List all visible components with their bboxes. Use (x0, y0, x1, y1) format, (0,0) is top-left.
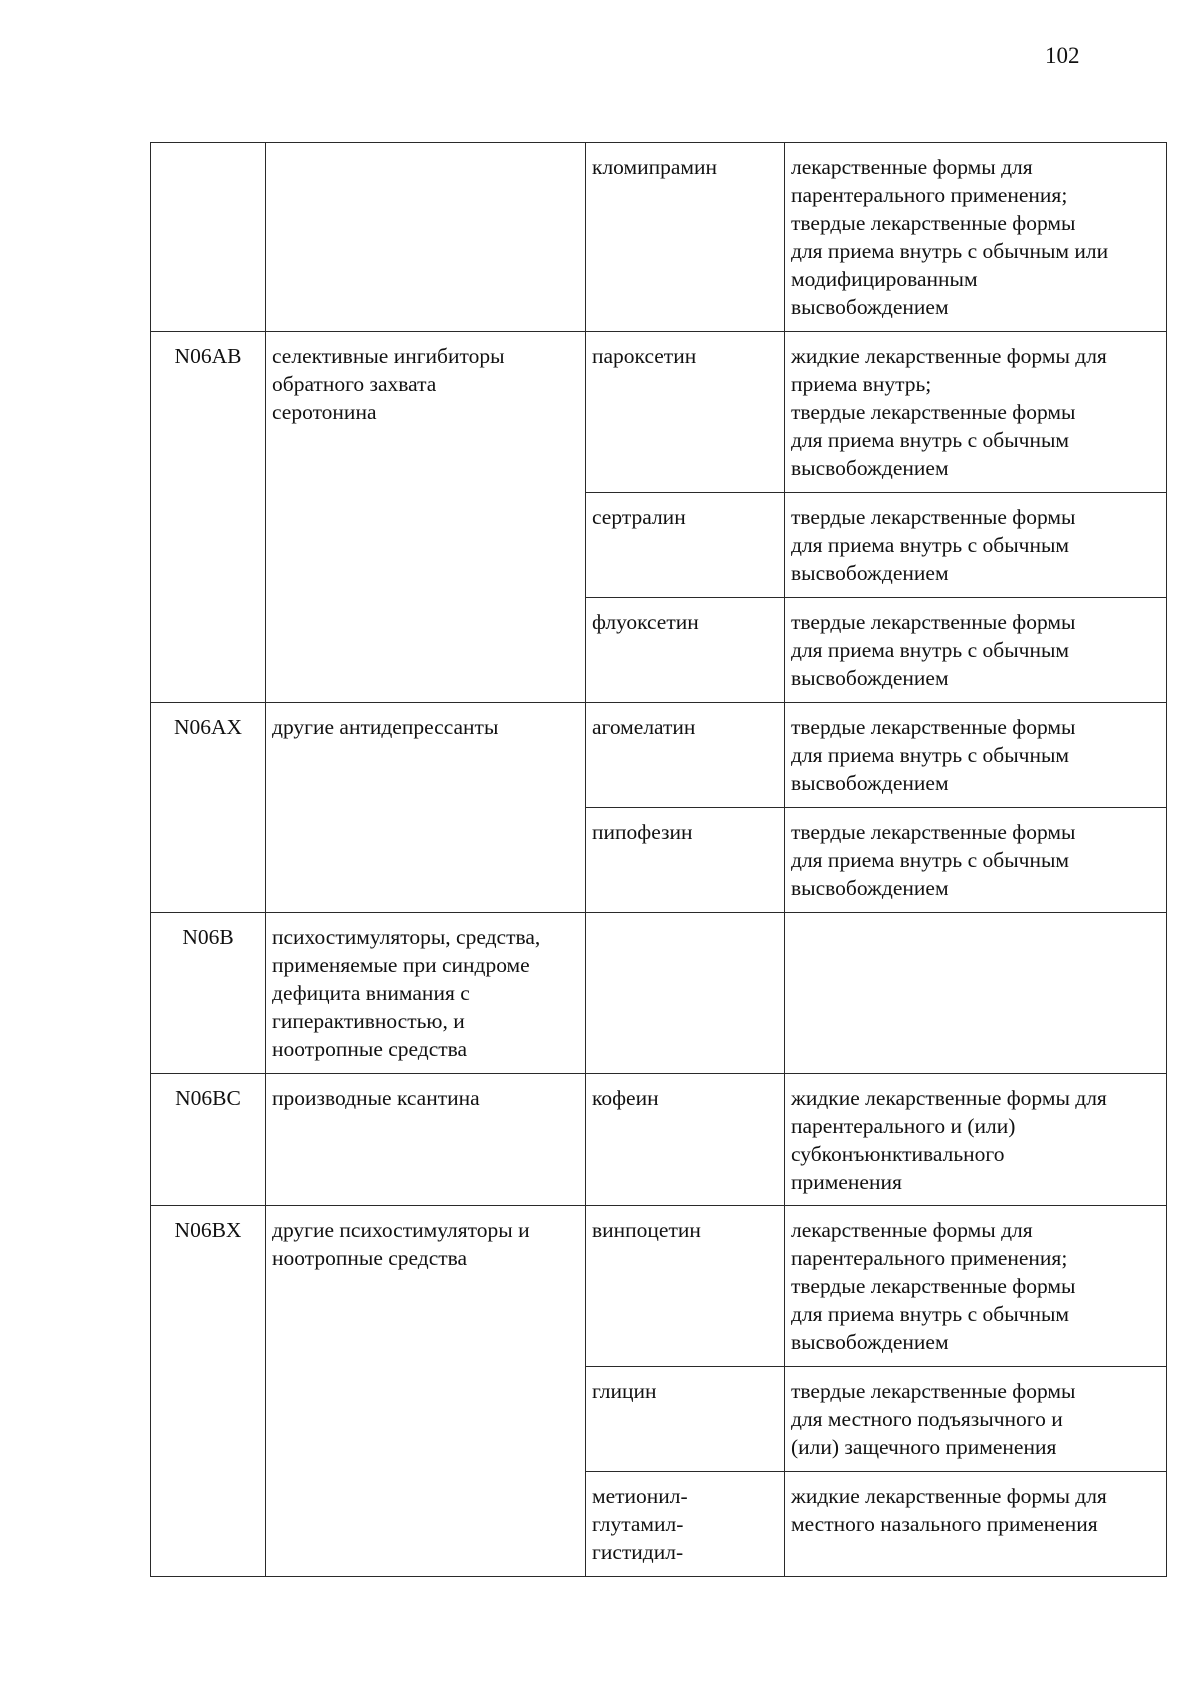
dosage-form-line: жидкие лекарственные формы для (791, 344, 1107, 368)
dosage-form-line: твердые лекарственные формы (791, 820, 1076, 844)
drug-name-line: пароксетин (592, 344, 697, 368)
drug-name-cell (586, 913, 785, 1074)
drug-name-line: флуоксетин (592, 610, 699, 634)
dosage-form-line: парентерального применения; (791, 183, 1068, 207)
group-name-line: гиперактивностью, и (272, 1009, 465, 1033)
group-name-line: ноотропные средства (272, 1246, 468, 1270)
dosage-form-line: высвобождением (791, 771, 949, 795)
drug-name-cell (586, 1472, 785, 1577)
group-name-line: ноотропные средства (272, 1037, 468, 1061)
group-name-cell (266, 332, 586, 703)
dosage-form-line: высвобождением (791, 295, 949, 319)
dosage-form-line: применения (791, 1170, 902, 1194)
dosage-form-cell (785, 913, 1167, 1074)
drug-name-line: глутамил- (592, 1512, 684, 1536)
group-name-line: селективные ингибиторы (272, 344, 505, 368)
dosage-form-line: лекарственные формы для (791, 1218, 1033, 1242)
table-row (151, 1074, 1167, 1206)
dosage-form-line: жидкие лекарственные формы для (791, 1086, 1107, 1110)
group-name-cell (266, 703, 586, 913)
dosage-form-cell (785, 1074, 1167, 1206)
drug-name-cell (586, 598, 785, 703)
atc-code-cell: N06BC (151, 1074, 266, 1206)
dosage-form-line: (или) защечного применения (791, 1435, 1057, 1459)
dosage-form-line: для приема внутрь с обычным (791, 533, 1070, 557)
drug-name-line: сертралин (592, 505, 686, 529)
dosage-form-line: высвобождением (791, 666, 949, 690)
dosage-form-line: жидкие лекарственные формы для (791, 1484, 1107, 1508)
drug-name-line: кломипрамин (592, 155, 718, 179)
drug-name-cell (586, 493, 785, 598)
dosage-form-line: для приема внутрь с обычным (791, 848, 1070, 872)
dosage-form-line: для приема внутрь с обычным (791, 743, 1070, 767)
group-name-cell (266, 143, 586, 332)
table-row (151, 913, 1167, 1074)
drug-name-cell (586, 1206, 785, 1367)
drug-name-cell (586, 332, 785, 493)
table-row (151, 1206, 1167, 1367)
atc-code-cell: N06BX (151, 1206, 266, 1577)
drug-name-line: гистидил- (592, 1540, 684, 1564)
drug-name-line: пипофезин (592, 820, 693, 844)
group-name-line: психостимуляторы, средства, (272, 925, 541, 949)
dosage-form-line: твердые лекарственные формы (791, 400, 1076, 424)
group-name-cell (266, 1206, 586, 1577)
dosage-form-line: для приема внутрь с обычным (791, 1302, 1070, 1326)
dosage-form-cell (785, 1206, 1167, 1367)
drug-name-line: глицин (592, 1379, 657, 1403)
table-row (151, 332, 1167, 493)
table-row (151, 703, 1167, 808)
atc-code-cell: N06AB (151, 332, 266, 703)
dosage-form-cell (785, 808, 1167, 913)
group-name-cell (266, 1074, 586, 1206)
table-row (151, 143, 1167, 332)
atc-code-cell: N06AX (151, 703, 266, 913)
dosage-form-line: высвобождением (791, 1330, 949, 1354)
dosage-form-line: высвобождением (791, 561, 949, 585)
dosage-form-line: твердые лекарственные формы (791, 715, 1076, 739)
dosage-form-line: парентерального и (или) (791, 1114, 1016, 1138)
dosage-form-line: твердые лекарственные формы (791, 211, 1076, 235)
dosage-form-line: парентерального применения; (791, 1246, 1068, 1270)
drug-name-line: кофеин (592, 1086, 659, 1110)
drug-name-line: агомелатин (592, 715, 696, 739)
dosage-form-line: высвобождением (791, 876, 949, 900)
dosage-form-cell (785, 332, 1167, 493)
group-name-line: обратного захвата (272, 372, 437, 396)
group-name-line: другие антидепрессанты (272, 715, 499, 739)
group-name-line: применяемые при синдроме (272, 953, 530, 977)
group-name-line: производные ксантина (272, 1086, 480, 1110)
drug-name-cell (586, 703, 785, 808)
dosage-form-cell (785, 143, 1167, 332)
dosage-form-line: для местного подъязычного и (791, 1407, 1063, 1431)
dosage-form-line: твердые лекарственные формы (791, 505, 1076, 529)
dosage-form-line: твердые лекарственные формы (791, 1379, 1076, 1403)
dosage-form-cell (785, 493, 1167, 598)
dosage-form-cell (785, 598, 1167, 703)
atc-code-cell: N06B (151, 913, 266, 1074)
page-number: 102 (1045, 43, 1080, 68)
drug-name-line: винпоцетин (592, 1218, 701, 1242)
dosage-form-line: местного назального применения (791, 1512, 1098, 1536)
dosage-form-line: приема внутрь; (791, 372, 932, 396)
atc-code-cell (151, 143, 266, 332)
group-name-line: другие психостимуляторы и (272, 1218, 530, 1242)
drug-name-cell (586, 1074, 785, 1206)
group-name-line: серотонина (272, 400, 377, 424)
dosage-form-line: модифицированным (791, 267, 978, 291)
dosage-form-cell (785, 703, 1167, 808)
dosage-form-line: субконъюнктивального (791, 1142, 1005, 1166)
drug-name-cell (586, 143, 785, 332)
dosage-form-line: твердые лекарственные формы (791, 1274, 1076, 1298)
dosage-form-line: твердые лекарственные формы (791, 610, 1076, 634)
drug-classification-table (150, 142, 1167, 1577)
dosage-form-line: высвобождением (791, 456, 949, 480)
dosage-form-line: для приема внутрь с обычным (791, 638, 1070, 662)
dosage-form-line: для приема внутрь с обычным (791, 428, 1070, 452)
dosage-form-cell (785, 1472, 1167, 1577)
drug-name-cell (586, 1367, 785, 1472)
dosage-form-cell (785, 1367, 1167, 1472)
drug-name-cell (586, 808, 785, 913)
group-name-cell (266, 913, 586, 1074)
dosage-form-line: для приема внутрь с обычным или (791, 239, 1109, 263)
drug-name-line: метионил- (592, 1484, 688, 1508)
dosage-form-line: лекарственные формы для (791, 155, 1033, 179)
group-name-line: дефицита внимания с (272, 981, 470, 1005)
